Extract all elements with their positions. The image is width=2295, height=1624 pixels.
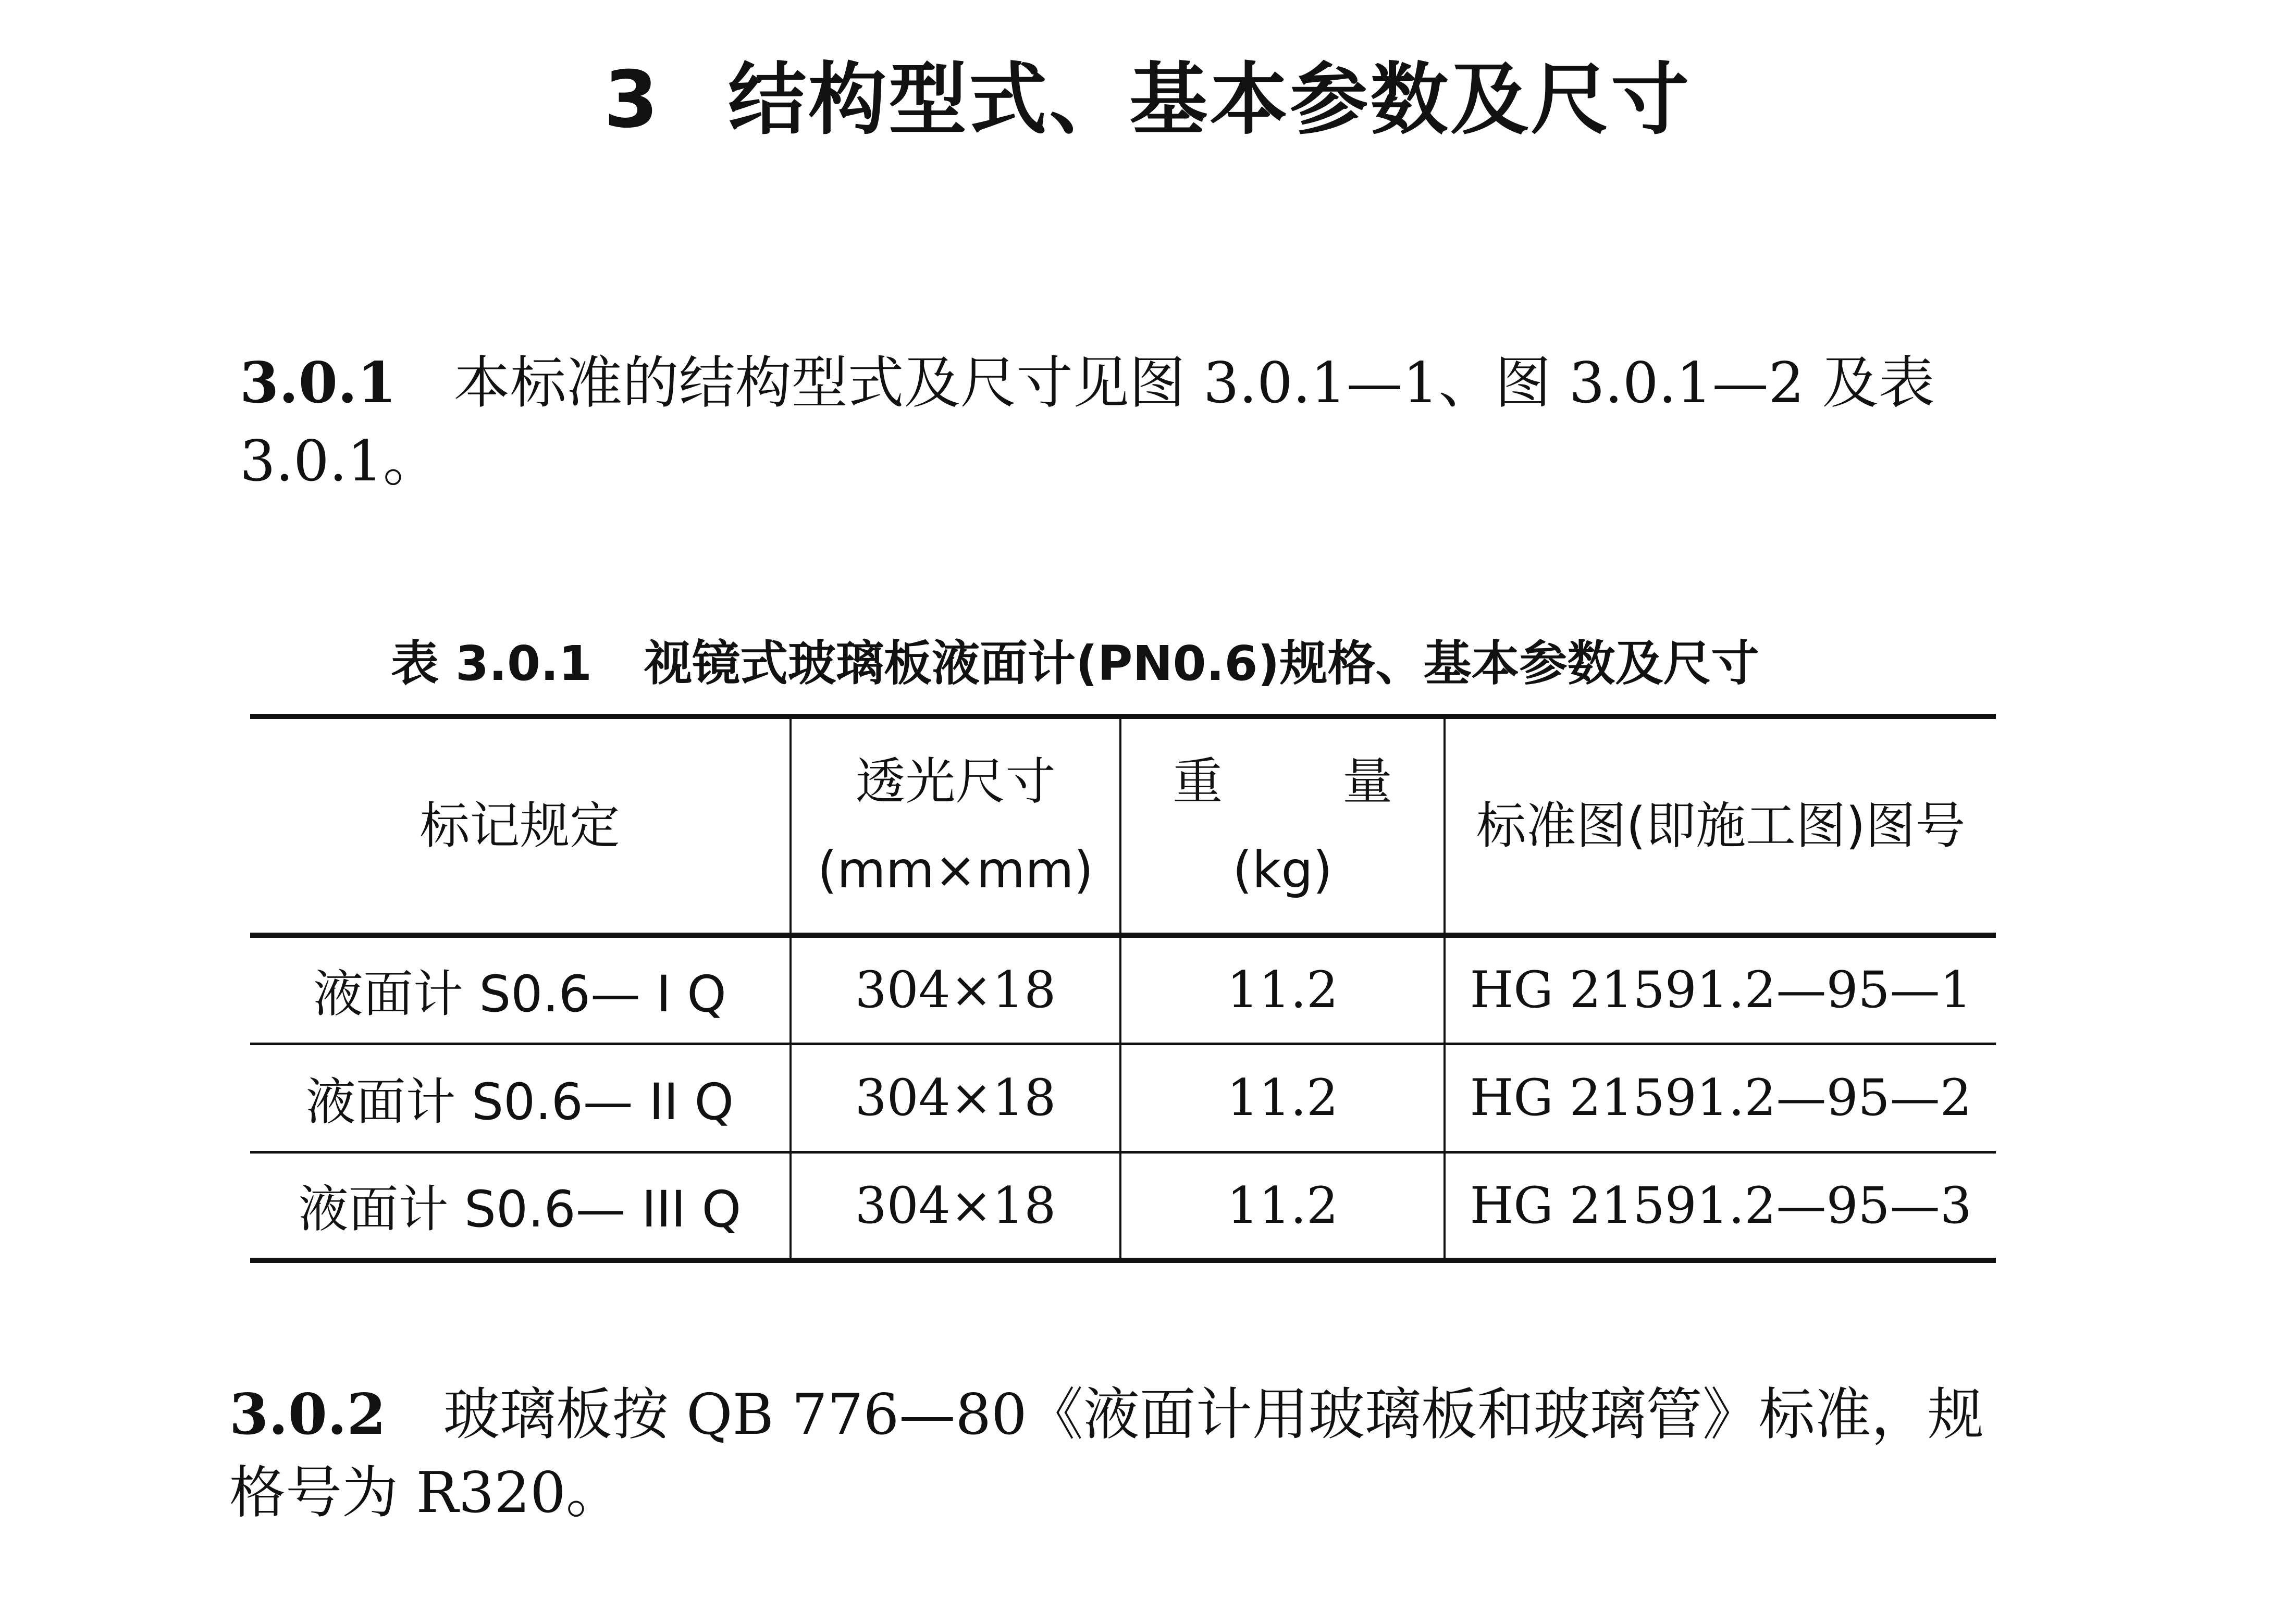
header-marking: 标记规定 [250,716,791,935]
chapter-number: 3 [603,55,661,145]
table-row [250,935,1996,1044]
clause-text: 玻璃板按 QB 776—80《液面计用玻璃板和玻璃管》标准，规格号为 R320。 [229,1382,1984,1526]
cell-aperture: 304×18 [791,1152,1120,1260]
clause-text: 本标准的结构型式及尺寸见图 3.0.1—1、图 3.0.1—2 及表 3.0.1。 [240,351,1935,494]
table-caption [391,625,1759,694]
header-weight [1120,716,1445,935]
cell-marking: 液面计 S0.6— I Q [313,964,726,1023]
clause-number: 3.0.1 [240,350,397,416]
table-header-row [250,716,1996,935]
clause-number: 3.0.2 [229,1382,386,1447]
cell-marking: 液面计 S0.6— II Q [305,1072,734,1131]
cell-aperture: 304×18 [791,1044,1120,1152]
clause-3-0-1 [240,344,2043,501]
header-aperture-unit: (mm×mm) [817,841,1094,899]
header-weight-unit: (kg) [1232,841,1332,899]
table-title: 视镜式玻璃板液面计(PN0.6)规格、基本参数及尺寸 [644,636,1759,691]
table-row [250,1152,1996,1260]
header-aperture-label: 透光尺寸 [855,752,1056,811]
cell-marking: 液面计 S0.6— III Q [298,1180,742,1239]
cell-drawing: HG 21591.2—95—2 [1445,1044,1996,1152]
header-drawing: 标准图(即施工图)图号 [1445,716,1996,935]
cell-drawing: HG 21591.2—95—3 [1445,1152,1996,1260]
header-weight-char1: 重 [1173,752,1223,811]
cell-weight: 11.2 [1120,1044,1445,1152]
table-number: 表 3.0.1 [391,636,592,691]
table-row [250,1044,1996,1152]
chapter-title [0,36,2295,149]
chapter-heading: 结构型式、基本参数及尺寸 [728,55,1692,145]
cell-weight: 11.2 [1120,1152,1445,1260]
cell-weight: 11.2 [1120,935,1445,1044]
spec-table [250,714,1996,1263]
cell-drawing: HG 21591.2—95—1 [1445,935,1996,1044]
clause-3-0-2 [229,1375,2032,1532]
header-weight-char2: 量 [1342,752,1393,811]
header-aperture [791,716,1120,935]
cell-aperture: 304×18 [791,935,1120,1044]
